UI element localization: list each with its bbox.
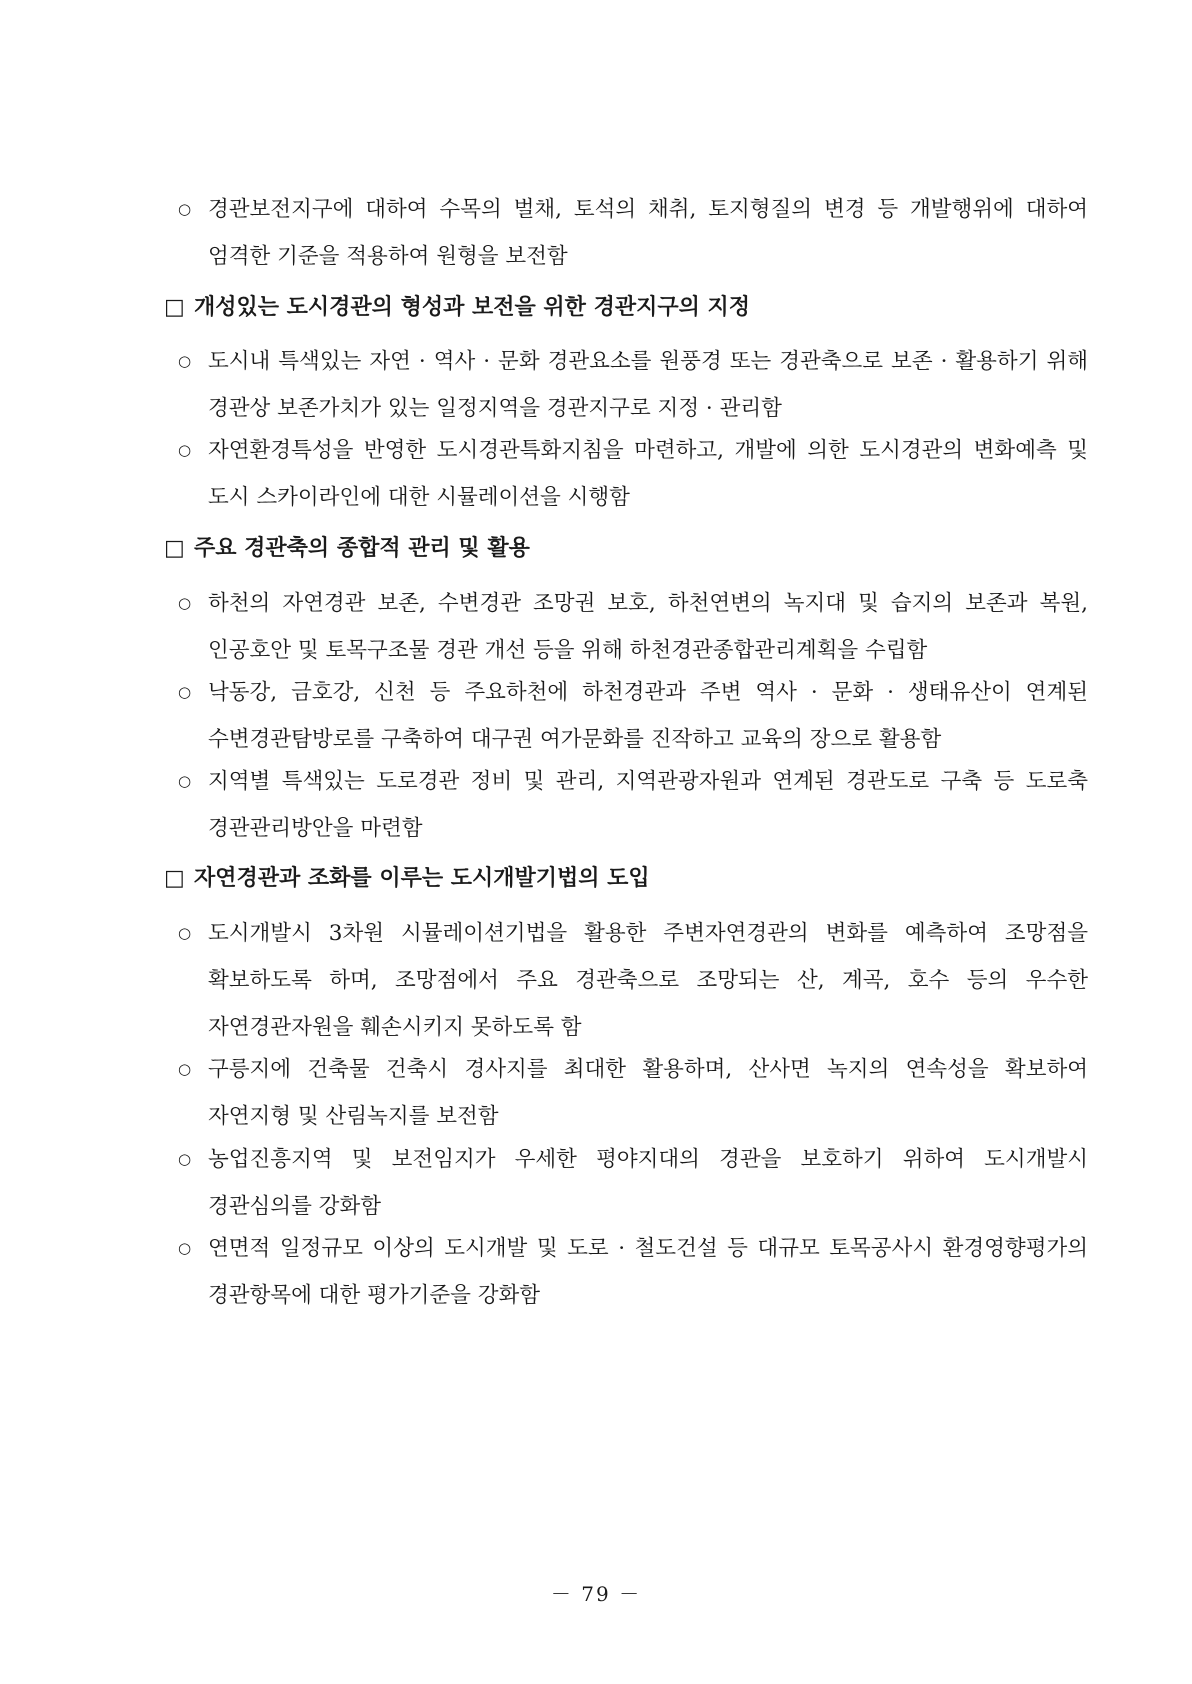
bullet-text: 하천의 자연경관 보존, 수변경관 조망권 보호, 하천연변의 녹지대 및 습지의 보존과 복원, 인공호안 및 토목구조물 경관 개선 등을 위해 하천경관종합관리계획을 수립함 <box>208 591 1088 663</box>
bullet-mark: ○ <box>178 594 192 612</box>
bullet-mark: ○ <box>178 1060 192 1078</box>
section-heading <box>164 292 1044 323</box>
bullet-mark: ○ <box>178 441 192 459</box>
checkbox-mark: □ <box>164 295 185 320</box>
checkbox-mark: □ <box>164 866 185 891</box>
bullet-item <box>178 758 1088 852</box>
bullet-text: 도시내 특색있는 자연 · 역사 · 문화 경관요소를 원풍경 또는 경관축으로 보존 · 활용하기 위해 경관상 보존가치가 있는 일정지역을 경관지구로 지정 · 관리함 <box>208 349 1088 421</box>
page-number: － 79 － <box>550 1582 642 1606</box>
bullet-item <box>178 669 1088 763</box>
bullet-item <box>178 338 1088 432</box>
section-title: 개성있는 도시경관의 형성과 보전을 위한 경관지구의 지정 <box>194 294 751 320</box>
bullet-mark: ○ <box>178 683 192 701</box>
bullet-item <box>178 186 1088 280</box>
bullet-mark: ○ <box>178 1150 192 1168</box>
bullet-text: 경관보전지구에 대하여 수목의 벌채, 토석의 채취, 토지형질의 변경 등 개발행위에 대하여 엄격한 기준을 적용하여 원형을 보전함 <box>208 197 1088 269</box>
section-title: 자연경관과 조화를 이루는 도시개발기법의 도입 <box>194 865 650 891</box>
checkbox-mark: □ <box>164 536 185 561</box>
bullet-text: 구릉지에 건축물 건축시 경사지를 최대한 활용하며, 산사면 녹지의 연속성을 확보하여 자연지형 및 산림녹지를 보전함 <box>208 1057 1088 1129</box>
bullet-text: 도시개발시 3차원 시뮬레이션기법을 활용한 주변자연경관의 변화를 예측하여 조망점을 확보하도록 하며, 조망점에서 주요 경관축으로 조망되는 산, 계곡, 호수 등의 우수한 자연경관자원을 훼손시키지 못하도록 함 <box>208 921 1088 1040</box>
bullet-text: 농업진흥지역 및 보전임지가 우세한 평야지대의 경관을 보호하기 위하여 도시개발시 경관심의를 강화함 <box>208 1147 1088 1219</box>
bullet-text: 연면적 일정규모 이상의 도시개발 및 도로 · 철도건설 등 대규모 토목공사시 환경영향평가의 경관항목에 대한 평가기준을 강화함 <box>208 1236 1088 1308</box>
bullet-text: 자연환경특성을 반영한 도시경관특화지침을 마련하고, 개발에 의한 도시경관의 변화예측 및 도시 스카이라인에 대한 시뮬레이션을 시행함 <box>208 438 1088 510</box>
bullet-item <box>178 1136 1088 1230</box>
bullet-mark: ○ <box>178 352 192 370</box>
bullet-text: 지역별 특색있는 도로경관 정비 및 관리, 지역관광자원과 연계된 경관도로 구축 등 도로축 경관관리방안을 마련함 <box>208 769 1088 841</box>
bullet-mark: ○ <box>178 200 192 218</box>
section-heading <box>164 863 1044 894</box>
bullet-item <box>178 1225 1088 1319</box>
section-heading <box>164 533 1044 564</box>
bullet-item <box>178 910 1088 1051</box>
bullet-item <box>178 1046 1088 1140</box>
bullet-mark: ○ <box>178 924 192 942</box>
bullet-text: 낙동강, 금호강, 신천 등 주요하천에 하천경관과 주변 역사 · 문화 · 생태유산이 연계된 수변경관탐방로를 구축하여 대구권 여가문화를 진작하고 교육의 장으로 활용함 <box>208 680 1088 752</box>
bullet-mark: ○ <box>178 1239 192 1257</box>
bullet-item <box>178 427 1088 521</box>
bullet-item <box>178 580 1088 674</box>
section-title: 주요 경관축의 종합적 관리 및 활용 <box>194 535 530 561</box>
bullet-mark: ○ <box>178 772 192 790</box>
